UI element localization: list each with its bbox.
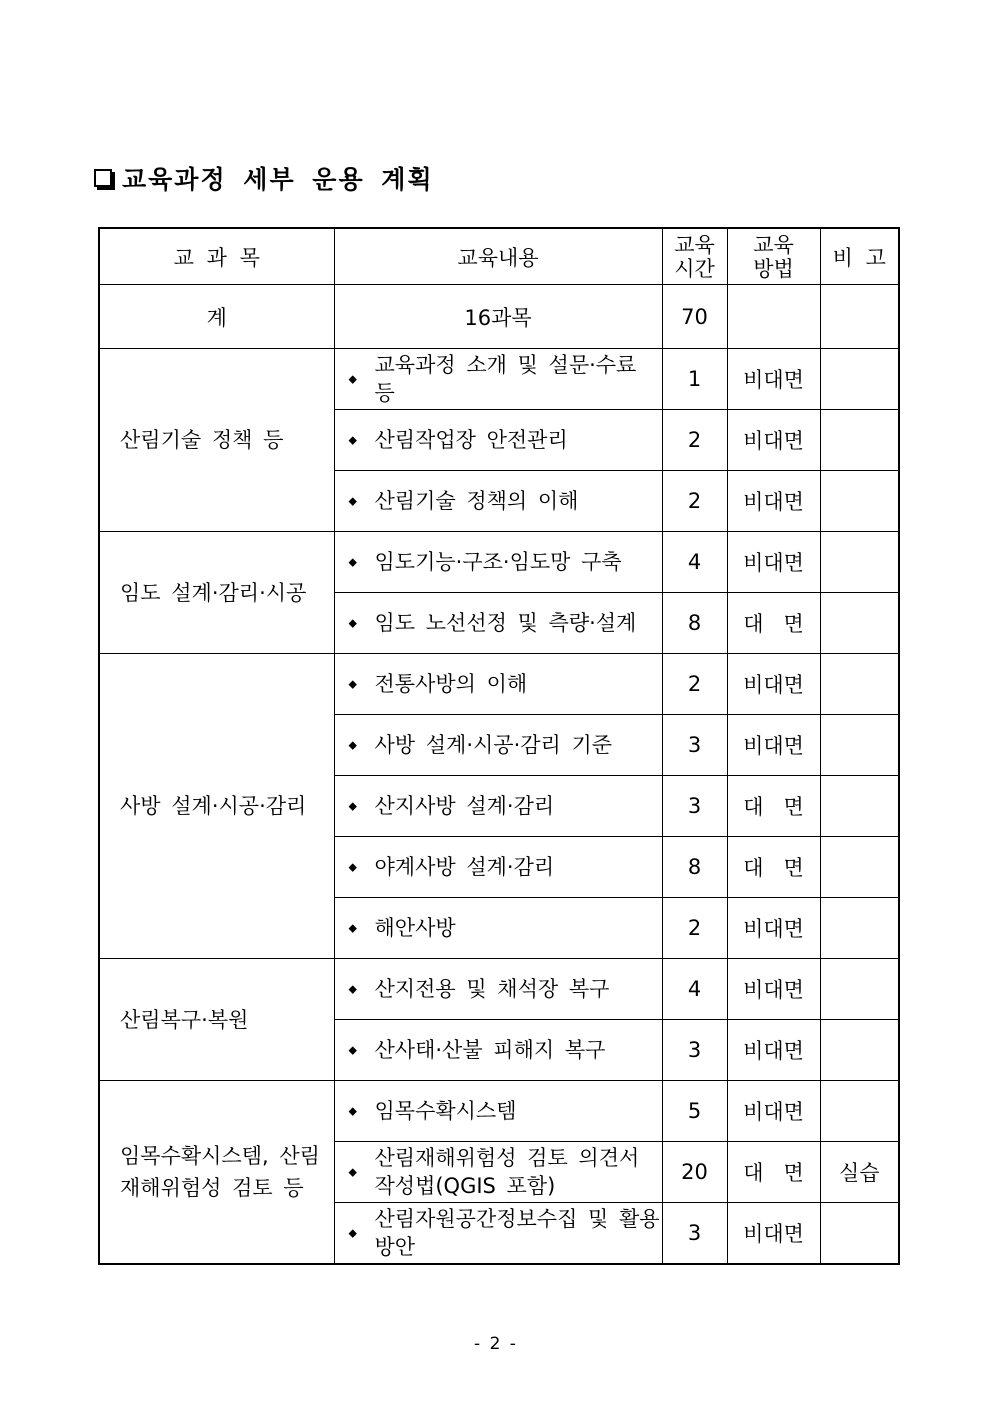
content-cell: ◆ 전통사방의 이해 bbox=[334, 654, 662, 715]
note-cell bbox=[820, 959, 899, 1020]
method-cell: 비대면 bbox=[727, 654, 820, 715]
bullet-icon: ◆ bbox=[348, 860, 357, 874]
hours-cell: 2 bbox=[662, 410, 727, 471]
note-cell bbox=[820, 898, 899, 959]
bullet-icon: ◆ bbox=[348, 921, 357, 935]
table-row bbox=[99, 1081, 899, 1142]
method-cell: 비대면 bbox=[727, 1081, 820, 1142]
note-cell bbox=[820, 1081, 899, 1142]
content-cell: ◆ 사방 설계·시공·감리 기준 bbox=[334, 715, 662, 776]
method-cell: 대 면 bbox=[727, 776, 820, 837]
method-cell: 대 면 bbox=[727, 593, 820, 654]
total-hours: 70 bbox=[662, 285, 727, 349]
bullet-icon: ◆ bbox=[348, 1104, 357, 1118]
hours-cell: 4 bbox=[662, 532, 727, 593]
subject-cell: 임도 설계·감리·시공 bbox=[99, 532, 334, 654]
note-cell bbox=[820, 837, 899, 898]
page-number: - 2 - bbox=[474, 1334, 518, 1354]
curriculum-table bbox=[98, 227, 900, 1265]
table-row bbox=[99, 349, 899, 410]
bullet-icon: ◆ bbox=[348, 1226, 357, 1240]
header-note: 비 고 bbox=[820, 228, 899, 285]
bullet-icon: ◆ bbox=[348, 555, 357, 569]
method-cell: 비대면 bbox=[727, 959, 820, 1020]
content-cell: ◆ 해안사방 bbox=[334, 898, 662, 959]
note-cell bbox=[820, 410, 899, 471]
hours-cell: 1 bbox=[662, 349, 727, 410]
table-row bbox=[99, 654, 899, 715]
table-row bbox=[99, 959, 899, 1020]
content-cell: ◆ 임도기능·구조·임도망 구축 bbox=[334, 532, 662, 593]
method-cell: 비대면 bbox=[727, 1020, 820, 1081]
content-cell: ◆ 산사태·산불 피해지 복구 bbox=[334, 1020, 662, 1081]
bullet-icon: ◆ bbox=[348, 433, 357, 447]
content-cell: ◆ 임목수확시스템 bbox=[334, 1081, 662, 1142]
subject-cell: 산림기술 정책 등 bbox=[99, 349, 334, 532]
bullet-icon: ◆ bbox=[348, 494, 357, 508]
bullet-icon: ◆ bbox=[348, 982, 357, 996]
content-cell: ◆ 산지전용 및 채석장 복구 bbox=[334, 959, 662, 1020]
bullet-icon: ◆ bbox=[348, 677, 357, 691]
content-cell: ◆ 교육과정 소개 및 설문·수료 등 bbox=[334, 349, 662, 410]
note-cell bbox=[820, 715, 899, 776]
hours-cell: 5 bbox=[662, 1081, 727, 1142]
method-cell: 비대면 bbox=[727, 349, 820, 410]
page-title: 교육과정 세부 운용 계획 bbox=[122, 165, 434, 194]
bullet-icon: ◆ bbox=[348, 372, 357, 386]
note-cell bbox=[820, 1203, 899, 1265]
bullet-icon: ◆ bbox=[348, 799, 357, 813]
section-heading bbox=[94, 160, 434, 196]
hours-cell: 3 bbox=[662, 1203, 727, 1265]
subject-cell: 산림복구·복원 bbox=[99, 959, 334, 1081]
method-cell: 비대면 bbox=[727, 410, 820, 471]
note-cell bbox=[820, 349, 899, 410]
header-content: 교육내용 bbox=[334, 228, 662, 285]
content-cell: ◆ 산림재해위험성 검토 의견서 작성법(QGIS 포함) bbox=[334, 1142, 662, 1203]
note-cell bbox=[820, 471, 899, 532]
total-method bbox=[727, 285, 820, 349]
bullet-icon: ◆ bbox=[348, 1043, 357, 1057]
hours-cell: 2 bbox=[662, 471, 727, 532]
hours-cell: 2 bbox=[662, 898, 727, 959]
table-header-row bbox=[99, 228, 899, 285]
table-row bbox=[99, 532, 899, 593]
hours-cell: 20 bbox=[662, 1142, 727, 1203]
content-cell: ◆ 산림작업장 안전관리 bbox=[334, 410, 662, 471]
note-cell: 실습 bbox=[820, 1142, 899, 1203]
total-row bbox=[99, 285, 899, 349]
hours-cell: 3 bbox=[662, 1020, 727, 1081]
note-cell bbox=[820, 776, 899, 837]
note-cell bbox=[820, 654, 899, 715]
method-cell: 비대면 bbox=[727, 532, 820, 593]
hours-cell: 3 bbox=[662, 715, 727, 776]
content-cell: ◆ 산지사방 설계·감리 bbox=[334, 776, 662, 837]
hours-cell: 8 bbox=[662, 837, 727, 898]
checkbox-icon bbox=[94, 169, 112, 187]
bullet-icon: ◆ bbox=[348, 616, 357, 630]
method-cell: 대 면 bbox=[727, 837, 820, 898]
bullet-icon: ◆ bbox=[348, 738, 357, 752]
method-cell: 비대면 bbox=[727, 715, 820, 776]
bullet-icon: ◆ bbox=[348, 1165, 357, 1179]
total-label: 계 bbox=[99, 285, 334, 349]
note-cell bbox=[820, 593, 899, 654]
method-cell: 비대면 bbox=[727, 1203, 820, 1265]
content-cell: ◆ 야계사방 설계·감리 bbox=[334, 837, 662, 898]
subject-cell: 사방 설계·시공·감리 bbox=[99, 654, 334, 959]
method-cell: 비대면 bbox=[727, 471, 820, 532]
content-cell: ◆ 임도 노선선정 및 측량·설계 bbox=[334, 593, 662, 654]
note-cell bbox=[820, 532, 899, 593]
total-note bbox=[820, 285, 899, 349]
method-cell: 비대면 bbox=[727, 898, 820, 959]
hours-cell: 3 bbox=[662, 776, 727, 837]
method-cell: 대 면 bbox=[727, 1142, 820, 1203]
note-cell bbox=[820, 1020, 899, 1081]
content-cell: ◆ 산림자원공간정보수집 및 활용 방안 bbox=[334, 1203, 662, 1265]
header-hours: 교육 시간 bbox=[662, 228, 727, 285]
header-method: 교육 방법 bbox=[727, 228, 820, 285]
hours-cell: 8 bbox=[662, 593, 727, 654]
hours-cell: 4 bbox=[662, 959, 727, 1020]
subject-cell: 임목수확시스템, 산림 재해위험성 검토 등 bbox=[99, 1081, 334, 1265]
total-content: 16과목 bbox=[334, 285, 662, 349]
content-cell: ◆ 산림기술 정책의 이해 bbox=[334, 471, 662, 532]
hours-cell: 2 bbox=[662, 654, 727, 715]
header-subject: 교 과 목 bbox=[99, 228, 334, 285]
